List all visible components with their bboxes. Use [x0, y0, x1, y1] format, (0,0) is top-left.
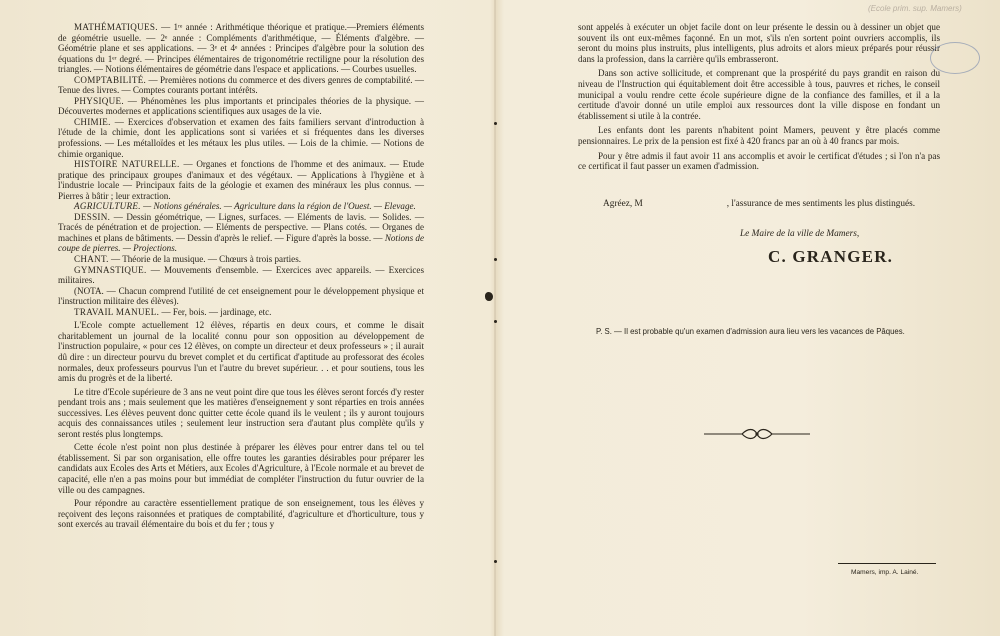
- paragraph-effectifs: L'Ecole compte actuellement 12 élèves, répartis en deux cours, et comme le disait charitablement un journal de la localité connu pour son opposition au développement de l'instruction populaire, « pour ces 12 élèves, on compte un directeur et deux professeurs » ; il aurait dû dire : un directeur pourvu du brevet complet et du certificat d'aptitude au professorat des écoles normales, deux professeurs pourvus l'un et l'autre du brevet supérieur. . . et pour soutiens, tous les amis du progrès et de la liberté.: [58, 320, 424, 384]
- section-gymnastique: [58, 265, 424, 286]
- section-mathematiques: [58, 22, 424, 75]
- section-physique: [58, 96, 424, 117]
- left-column: [58, 22, 424, 530]
- mayor-title: Le Maire de la ville de Mamers,: [740, 229, 860, 239]
- signature: C. GRANGER.: [768, 247, 894, 266]
- greeting-start: Agréez, M: [603, 199, 643, 209]
- section-heading: DESSIN.: [74, 211, 111, 222]
- section-agriculture: [58, 201, 424, 212]
- printer-rule: [838, 563, 936, 564]
- margin-dot: [494, 122, 497, 125]
- section-text: — Exercices d'observation et examen des faits familiers servant d'introduction à l'étude de la chimie, dont les applications sont si variées et si fréquentes dans les diverses professions. — Les métalloïdes et les métaux les plus utiles. — Lois de la chimie. — Notions de chimie organique.: [58, 116, 424, 159]
- section-text: — Théorie de la musique. — Chœurs à trois parties.: [108, 254, 302, 265]
- section-text: — Fer, bois. — jardinage, etc.: [159, 306, 272, 317]
- margin-dot: [494, 320, 497, 323]
- paragraph-pratique: Pour répondre au caractère essentiellement pratique de son enseignement, tous les élèves y reçoivent des leçons raisonnées et pratiques de comptabilité, d'agriculture et d'horticulture, tous y sont exercés au travail élémentaire du bois et du fer ; tous y: [58, 498, 424, 530]
- paragraph-pension: Les enfants dont les parents n'habitent point Mamers, peuvent y être placés comme pensionnaires. Le prix de la pension est fixé à 420 francs par an où à 40 francs par mois.: [578, 125, 940, 146]
- margin-dot: [494, 258, 497, 261]
- greeting-end: , l'assurance de mes sentiments les plus distingués.: [726, 199, 916, 209]
- section-histoire-naturelle: [58, 159, 424, 201]
- section-chant: [58, 254, 424, 265]
- paragraph-sollicitude: Dans son active sollicitude, et comprenant que la prospérité du pays grandit en raison du niveau de l'Instruction qui équitablement doit être accessible à tous, pauvres et riches, le conseil municipal a voulu rendre cette école supérieure digne de la confiance des familles, et il a la certitude d'avoir donné un utile emploi aux ressources dont la ville dispose en fondant un établissement si utile à la contrée.: [578, 68, 940, 121]
- section-heading: MATHÉMATIQUES.: [74, 22, 158, 32]
- section-heading: GYMNASTIQUE.: [74, 264, 147, 275]
- pencil-note: (Ecole prim. sup. Mamers): [868, 4, 962, 13]
- ink-blot: [485, 292, 493, 301]
- section-heading: CHIMIE.: [74, 116, 111, 127]
- section-text: — Phénomènes les plus importants et principales théories de la physique. — Découvertes modernes et applications scientifiques aux usages de la vie.: [58, 95, 424, 117]
- section-chimie: [58, 117, 424, 159]
- section-heading: HISTOIRE NATURELLE.: [74, 159, 180, 170]
- section-heading: TRAVAIL MANUEL.: [74, 306, 160, 317]
- paragraph-continuation: sont appelés à exécuter un objet facile dont on leur présente le dessin ou à dessiner un objet que souvent ils ont eux-mêmes façonné. En un mot, s'ils n'en sortent point ouvriers accomplis, ils seront du moins plus instruits, plus intelligents, plus adroits et alors mieux préparés pour réussir dans la profession, dans la carrière qu'ils embrasseront.: [578, 22, 940, 64]
- postscript: P. S. — Il est probable qu'un examen d'admission aura lieu vers les vacances de Pâques.: [596, 327, 905, 336]
- section-heading: CHANT.: [74, 254, 109, 265]
- paragraph-duree: Le titre d'Ecole supérieure de 3 ans ne veut point dire que tous les élèves seront forcés d'y rester pendant trois ans ; mais seulement que les matières d'enseignement y sont réparties en trois années successives. Les élèves peuvent donc quitter cette école quand ils le veulent ; ils y auront toujours acquis des connaissances utiles ; seulement leur instruction sera d'autant plus complète qu'ils y seront restés plus longtemps.: [58, 386, 424, 439]
- paragraph-destination: Cette école n'est point non plus destinée à préparer les élèves pour entrer dans tel ou tel établissement. Si par son organisation, elle offre toutes les garanties désirables pour préparer les candidats aux Ecoles des Arts et Métiers, aux Ecoles d'Agriculture, à l'Ecole normale et au brevet de capacité, elle n'en a pas moins pour but immédiat de compléter l'instruction du futur ouvrier de la ville ou des campagnes.: [58, 442, 424, 495]
- section-text: — Organes et fonctions de l'homme et des animaux. — Etude pratique des principaux groupes d'animaux et des végétaux. — Applications à l'hygiène et à l'industrie locale — Principaux faits de la géologie et examen des minéraux les plus connus. — Pierres à bâtir ; leur extraction.: [58, 159, 424, 201]
- section-text: — 1ʳᵉ année : Arithmétique théorique et pratique.—Premiers éléments de géométrie usuelle. — 2ᵉ année : Compléments d'arithmétique, — Éléments d'algèbre. — Géométrie plane et ses applications. — 3ᵉ et 4ᵉ années : Principes d'algèbre pour la solution des équations du 1ᵉʳ degré. — Principes élémentaires de trigonométrie rectiligne pour la résolution des triangles. — Notions élémentaires de géométrie dans l'espace et applications. — Courbes usuelles.: [58, 22, 424, 75]
- section-text: — Notions générales. — Agriculture dans la région de l'Ouest. — Elevage.: [140, 201, 416, 212]
- section-comptabilite: [58, 75, 424, 96]
- library-stamp-icon: [930, 42, 980, 74]
- margin-dot: [494, 560, 497, 563]
- section-heading: PHYSIQUE.: [74, 95, 124, 106]
- printer-imprint: Mamers, imp. A. Lainé.: [851, 569, 919, 576]
- section-heading: AGRICULTURE.: [74, 201, 141, 212]
- section-text: — Premières notions du commerce et des divers genres de comptabilité. — Tenue des livres. — Comptes courants portant intérêts.: [58, 74, 424, 96]
- section-text: — Mouvements d'ensemble. — Exercices avec appareils. — Exercices militaires.: [58, 264, 424, 286]
- paragraph-admission: Pour y être admis il faut avoir 11 ans accomplis et avoir le certificat d'études ; si l'on n'a pas ce certificat il faut passer un examen d'admission.: [578, 150, 940, 172]
- ornament-icon: [702, 428, 812, 440]
- section-nota: (NOTA. — Chacun comprend l'utilité de cet enseignement pour le développement physique et l'instruction militaire des élèves).: [58, 285, 424, 307]
- section-text: — Dessin géométrique, — Lignes, surfaces. — Eléments de lavis. — Solides. — Tracés de pénétration et de projection. — Eléments de perspective. — Plans cotés. — Organes de machines et plans de bâtiments. — Dessin d'après le relief. — Figure d'après la bosse. —: [58, 211, 424, 243]
- right-column: [578, 22, 940, 172]
- section-heading: COMPTABILITÉ.: [74, 74, 147, 85]
- section-dessin: [58, 212, 424, 254]
- section-text-italic: Notions de coupe de pierres. — Projections.: [58, 232, 425, 254]
- section-travail-manuel: [58, 307, 424, 318]
- page-fold: [494, 0, 496, 636]
- greeting-line: [603, 199, 933, 209]
